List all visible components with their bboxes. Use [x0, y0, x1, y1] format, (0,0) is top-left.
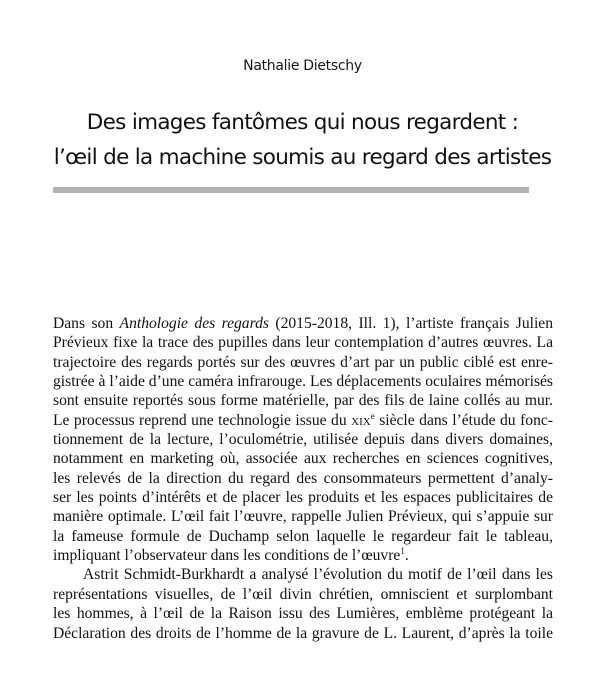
text-run: (2015-2018, Ill. 1), l’artiste français Julien [268, 315, 553, 332]
body-line: manière optimale. L’œil fait l’œuvre, rappelle Julien Prévieux, qui s’appuie sur [53, 508, 553, 526]
title-divider-rule [53, 187, 529, 193]
body-line: sont ensuite reportés sous forme matérielle, par des fils de laine collés au mur. [53, 392, 553, 410]
text-run: Le processus reprend une technologie issue du [53, 411, 352, 429]
title-line-2: l’œil de la machine soumis au regard des artistes [53, 145, 552, 170]
body-line: les hommes, à l’œil de la Raison issu des Lumières, emblème protégeant la [53, 605, 553, 623]
footnote-reference[interactable]: 1 [400, 546, 405, 557]
title-line-1: Des images fantômes qui nous regardent : [86, 110, 519, 135]
paragraph-1 [53, 314, 553, 565]
century-superscript: e [370, 410, 375, 421]
body-line [53, 411, 553, 430]
century-numeral: xix [351, 411, 371, 429]
body-line: trajectoire des regards portés sur des œuvres d’art par un public ciblé est enre- [53, 353, 553, 371]
body-line [53, 546, 553, 565]
body-line: Prévieux fixe la trace des pupilles dans leur contemplation d’autres œuvres. La [53, 334, 553, 352]
body-line: tionnement de la lecture, l’oculométrie, utilisée depuis dans divers domaines, [53, 431, 553, 449]
article-title [30, 105, 575, 175]
body-line: notamment en marketing où, associée aux recherches en sciences cognitives, [53, 450, 553, 468]
author-name: Nathalie Dietschy [243, 58, 362, 74]
paragraph-2 [53, 565, 553, 642]
body-line [53, 314, 553, 333]
body-line: ser les points d’intérêts et de placer les produits et les espaces publicitaires de [53, 489, 553, 507]
body-line: les relevés de la direction du regard des consommateurs permettent d’analy- [53, 469, 553, 487]
text-run: siècle dans l’étude du fonc- [374, 411, 553, 429]
text-run: impliquant l’observateur dans les conditions de l’œuvre [53, 547, 401, 565]
body-line: gistrée à l’aide d’une caméra infrarouge. Les déplacements oculaires mémorisés [53, 373, 553, 391]
artwork-title: Anthologie des regards [119, 315, 269, 332]
body-line: Déclaration des droits de l’homme de la gravure de L. Laurent, d’après la toile [53, 624, 553, 642]
body-line: Astrit Schmidt-Burkhardt a analysé l’évolution du motif de l’œil dans les [83, 566, 553, 584]
article-body [53, 314, 553, 643]
text-run: Dans son [53, 315, 120, 332]
body-line: la fameuse formule de Duchamp selon laquelle le regardeur fait le tableau, [53, 527, 553, 545]
body-line: représentations visuelles, de l’œil divin chrétien, omniscient et surplombant [53, 585, 553, 603]
text-run: . [404, 547, 409, 565]
